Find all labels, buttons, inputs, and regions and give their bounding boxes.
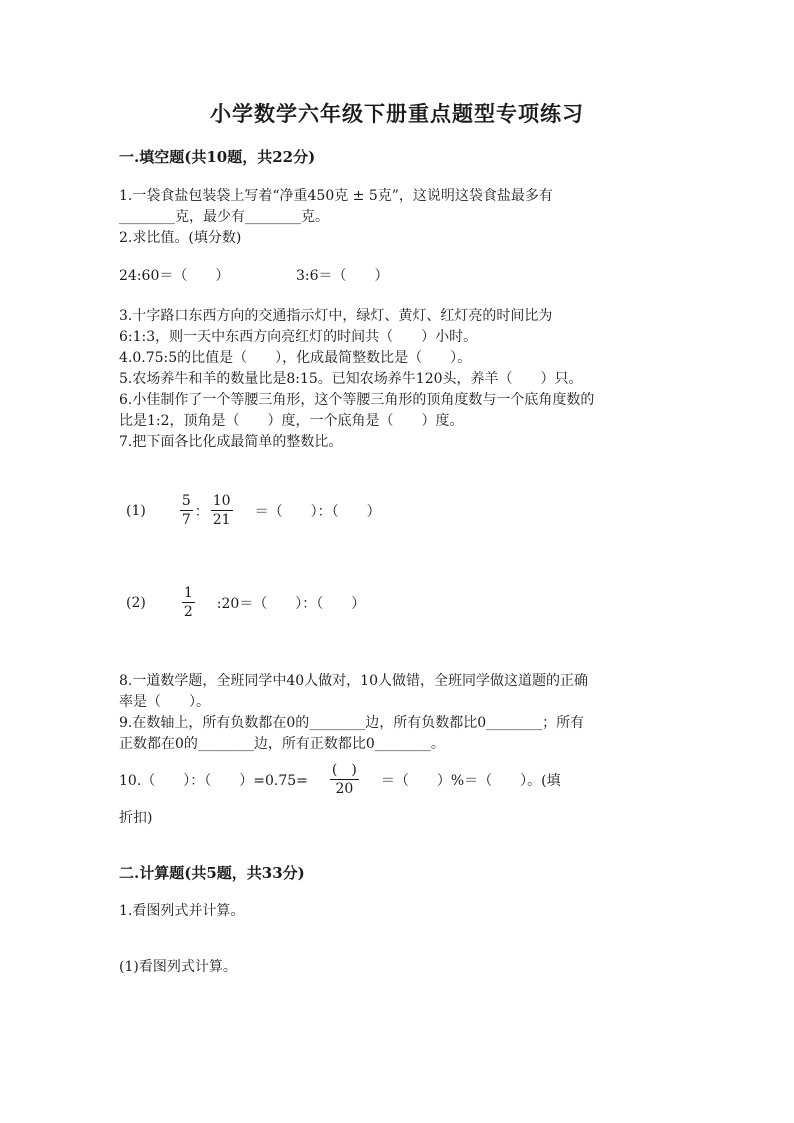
question-2-part-a: 24:60＝（ ） bbox=[119, 268, 230, 284]
question-8-line-1: 8.一道数学题，全班同学中40人做对，10人做错，全班同学做这道题的正确 bbox=[119, 673, 588, 689]
q10-head: 10.（ ）：（ ）=0.75= bbox=[119, 772, 308, 789]
question-9-line-1: 9.在数轴上，所有负数都在0的________边，所有负数都比0________；所有 bbox=[119, 715, 585, 731]
question-1-line-2: ________克，最少有________克。 bbox=[119, 209, 329, 225]
q7-1-fraction-2-numerator: 10 bbox=[212, 493, 231, 509]
q10-fraction-numerator: ( ) bbox=[331, 762, 357, 778]
q7-1-fraction-1-denominator: 7 bbox=[181, 512, 191, 528]
section-1-header: 一.填空题(共10题，共22分) bbox=[119, 148, 316, 166]
q7-2-fraction-denominator: 2 bbox=[183, 604, 193, 620]
question-2-part-b: 3:6＝（ ） bbox=[296, 268, 389, 284]
question-5: 5.农场养牛和羊的数量比是8:15。已知农场养牛120头，养羊（ ）只。 bbox=[119, 371, 583, 387]
q10-fraction-denominator: 20 bbox=[335, 781, 354, 797]
question-7-part-2 bbox=[126, 585, 365, 620]
q7-1-answer: ＝（ ）：（ ） bbox=[254, 503, 381, 520]
question-7-part-1 bbox=[126, 493, 381, 528]
q7-2-answer: :20＝（ ）：（ ） bbox=[216, 595, 366, 612]
page-title: 小学数学六年级下册重点题型专项练习 bbox=[210, 101, 584, 126]
question-4: 4.0.75:5的比值是（ ），化成最简整数比是（ ）。 bbox=[119, 350, 472, 366]
question-7: 7.把下面各比化成最简单的整数比。 bbox=[119, 434, 343, 450]
q7-2-fraction bbox=[182, 585, 195, 620]
question-1-line-1: 1.一袋食盐包装袋上写着“净重450克 ± 5克”，这说明这袋食盐最多有 bbox=[119, 188, 553, 204]
q7-2-fraction-numerator: 1 bbox=[183, 585, 193, 601]
q7-1-fraction-1 bbox=[180, 493, 193, 528]
q7-2-label: (2) bbox=[126, 594, 146, 611]
question-6-line-1: 6.小佳制作了一个等腰三角形，这个等腰三角形的顶角度数与一个底角度数的 bbox=[119, 392, 595, 408]
q7-1-label: (1) bbox=[126, 502, 146, 519]
q10-fraction bbox=[330, 762, 359, 797]
question-2-line-1: 2.求比值。(填分数) bbox=[119, 230, 242, 246]
q7-1-colon: ： bbox=[194, 503, 209, 520]
q7-1-fraction-2-denominator: 21 bbox=[212, 512, 231, 528]
question-6-line-2: 比是1:2，顶角是（ ）度，一个底角是（ ）度。 bbox=[119, 413, 464, 429]
question-3-line-2: 6:1:3，则一天中东西方向亮红灯的时间共（ ）小时。 bbox=[119, 329, 478, 345]
question-9-line-2: 正数都在0的________边，所有正数都比0________。 bbox=[119, 736, 445, 752]
section-2-question-1: 1.看图列式并计算。 bbox=[119, 903, 245, 919]
q10-tail: ＝（ ）%＝（ ）。(填 bbox=[380, 772, 561, 789]
question-10 bbox=[119, 762, 561, 797]
question-8-line-2: 率是（ ）。 bbox=[119, 694, 210, 710]
question-10-line-2: 折扣) bbox=[119, 810, 153, 826]
section-2-header: 二.计算题(共5题，共33分) bbox=[119, 864, 305, 882]
q7-1-fraction-1-numerator: 5 bbox=[181, 493, 191, 509]
section-2-question-1-sub: (1)看图列式计算。 bbox=[119, 959, 237, 975]
question-3-line-1: 3.十字路口东西方向的交通指示灯中，绿灯、黄灯、红灯亮的时间比为 bbox=[119, 308, 553, 324]
q7-1-fraction-2 bbox=[211, 493, 233, 528]
